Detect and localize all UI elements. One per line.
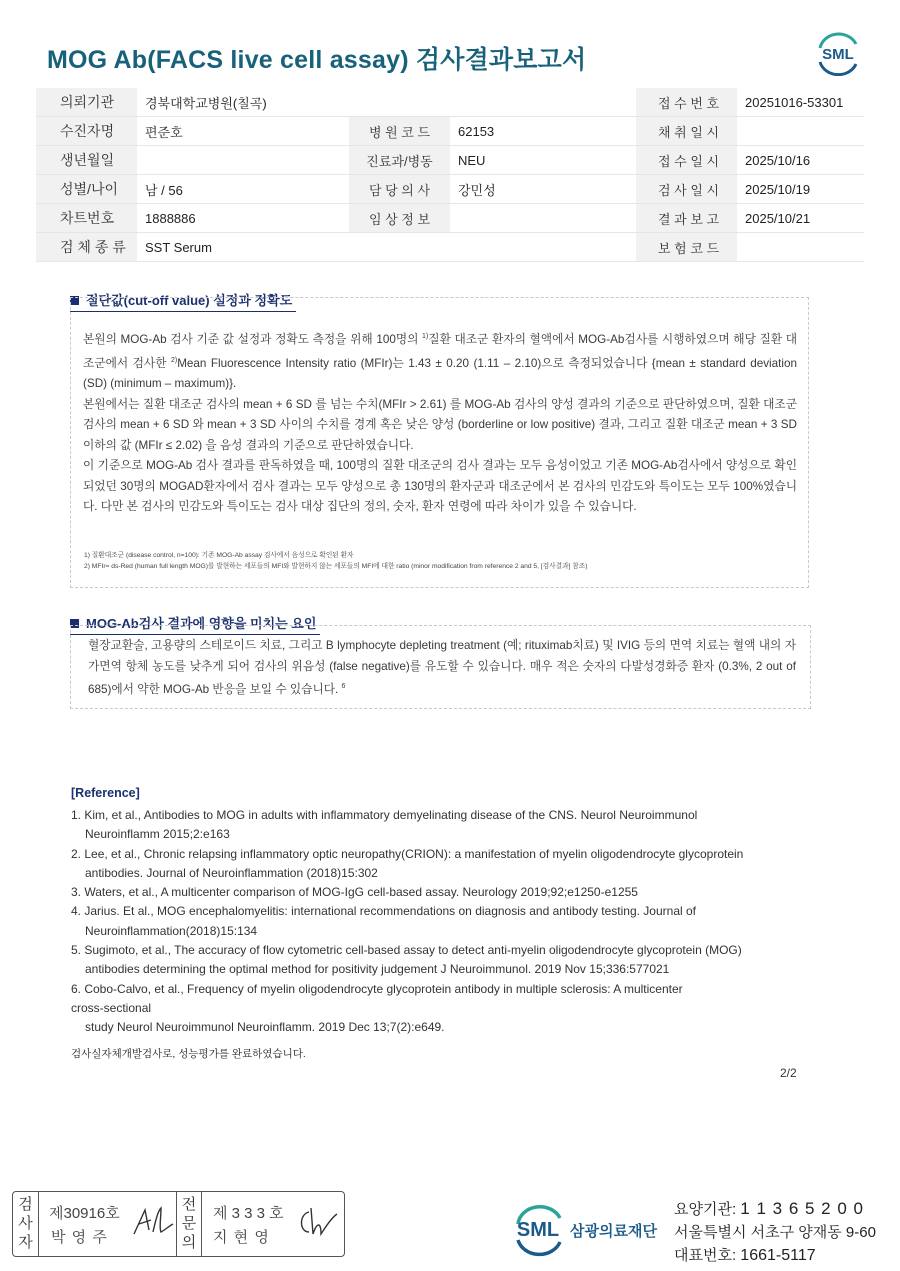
value-department: NEU xyxy=(450,146,636,175)
label-hospital-code: 병 원 코 드 xyxy=(349,117,450,146)
label-receipt-date: 접 수 일 시 xyxy=(636,146,737,175)
reference-item-6-cont: cross-sectional xyxy=(71,1000,152,1015)
footnote-2: 2) MFIr= ds-Red (human full length MOG)를 발현하는 세포들의 MFI와 발현하지 않는 세포들의 MFI에 대한 ratio (minor modification from reference 2 and 5, [검사결과] 참조) xyxy=(84,563,588,570)
report-title: MOG Ab(FACS live cell assay) 검사결과보고서 xyxy=(47,46,587,74)
label-requesting-institution: 의뢰기관 xyxy=(36,88,137,117)
label-clinical-info: 임 상 정 보 xyxy=(349,204,450,233)
reference-marker: 6 xyxy=(341,683,346,690)
reference-title: [Reference] xyxy=(71,786,140,800)
section-heading-factors-text: MOG-Ab검사 결과에 영향을 미치는 요인 xyxy=(86,616,317,631)
value-clinical-info xyxy=(450,204,636,233)
value-physician: 강민성 xyxy=(450,175,636,204)
footnote-1: 1) 질환대조군 (disease control, n=100): 기존 MOG-Ab assay 검사에서 음성으로 확인된 환자 xyxy=(84,552,354,559)
cutoff-body xyxy=(83,327,797,518)
label-collection-date: 채 취 일 시 xyxy=(636,117,737,146)
factors-paragraph: 혈장교환술, 고용량의 스테로이드 치료, 그리고 B lymphocyte depleting treatment (예; rituximab치료) 및 IVIG 등의 면역 치료는 혈액 내의 자가면역 항체 농도를 낮추게 되어 검사의 위음성 (false negative)를 유도할 수 있습니다. 매우 적은 숫자의 다발성경화증 환자 (0.3%, 2 out of 685)에서 약한 MOG-Ab 반응을 보일 수 있습니다. xyxy=(88,639,796,696)
cutoff-paragraph-1: 본원의 MOG-Ab 검사 기준 값 설정과 정확도 측정을 위해 100명의 $^{1)}$질환 대조군 환자의 혈액에서 MOG-Ab검사를 시행하였으며 해당 질환 대조군에서 검사한 $^{2)}$Mean Fluorescence Intensity ratio (MFIr)는 1.43 ± 0.20 (1.11 – 2.10)으로 측정되었습니다 {mean ± standard deviation (SD) (minimum – maximum)}. xyxy=(83,333,797,390)
value-receipt-number: 20251016-53301 xyxy=(737,88,864,117)
specialist-signature-icon xyxy=(295,1204,339,1240)
factors-body xyxy=(88,636,796,701)
reference-item-6: 6. Cobo-Calvo, et al., Frequency of myelin oligodendrocyte glycoprotein antibody in multiple sclerosis: A multicenter xyxy=(71,981,683,996)
value-chart-number: 1888886 xyxy=(137,204,349,233)
table-row xyxy=(36,175,864,204)
value-report-date: 2025/10/21 xyxy=(737,204,864,233)
reference-item-5-cont: antibodies determining the optimal method for positivity judgement J Neuroimmunol. 2019 Nov 15;336:577021 xyxy=(85,962,670,977)
examiner-license-number: 제30916호 xyxy=(49,1205,120,1222)
label-insurance-code: 보 험 코 드 xyxy=(636,233,737,262)
reference-item-4: 4. Jarius. Et al., MOG encephalomyelitis: international recommendations on diagnosis and antibody testing. Journal of xyxy=(71,904,697,919)
signature-box xyxy=(12,1191,345,1257)
label-department: 진료과/병동 xyxy=(349,146,450,175)
label-chart-number: 차트번호 xyxy=(36,204,137,233)
reference-item-2: 2. Lee, et al., Chronic relapsing inflammatory optic neuropathy(CRION): a manifestation of myelin oligodendrocyte glycoprotein xyxy=(71,846,744,861)
label-receipt-number: 접 수 번 호 xyxy=(636,88,737,117)
validation-note: 검사실자체개발검사로, 성능평가를 완료하였습니다. xyxy=(71,1048,306,1060)
table-row xyxy=(36,88,864,117)
reference-item-4-cont: Neuroinflammation(2018)15:134 xyxy=(85,923,258,938)
label-birth-date: 생년월일 xyxy=(36,146,137,175)
value-sex-age: 남 / 56 xyxy=(137,175,349,204)
sml-logo-text: SML xyxy=(822,46,854,63)
cutoff-paragraph-2: 본원에서는 질환 대조군 검사의 mean + 6 SD 를 넘는 수치(MFIr > 2.61) 를 MOG-Ab 검사의 양성 결과의 기준으로 판단하였으며, 질환 대조군 검사의 mean + 6 SD 와 mean + 3 SD 사이의 수치를 경계 혹은 낮은 양성 (borderline or low positive) 결과, 그리고 질환 대조군 mean + 3 SD 이하의 값 (MFIr ≤ 2.02) 을 음성 결과의 기준으로 판단하였습니다. xyxy=(83,397,797,452)
examiner-signature-icon xyxy=(131,1204,175,1240)
reference-item-6-cont2: study Neurol Neuroimmunol Neuroinflamm. 2019 Dec 13;7(2):e649. xyxy=(85,1020,445,1035)
value-specimen-type: SST Serum xyxy=(137,233,636,262)
value-hospital-code: 62153 xyxy=(450,117,636,146)
page-number: 2/2 xyxy=(780,1066,797,1080)
value-requesting-institution: 경북대학교병원(칠곡) xyxy=(137,88,636,117)
value-patient-name: 편준호 xyxy=(137,117,349,146)
label-sex-age: 성별/나이 xyxy=(36,175,137,204)
specialist-label: 전 문 의 xyxy=(176,1192,202,1256)
label-test-date: 검 사 일 시 xyxy=(636,175,737,204)
examiner-label: 검 사 자 xyxy=(13,1192,39,1256)
sml-foundation-logo xyxy=(510,1200,568,1258)
organization-address: 서울특별시 서초구 양재동 9-60 xyxy=(674,1224,876,1241)
table-row xyxy=(36,204,864,233)
value-birth-date xyxy=(137,146,349,175)
sml-foundation-logo-text: SML xyxy=(516,1219,560,1241)
table-row xyxy=(36,233,864,262)
table-row xyxy=(36,146,864,175)
reference-list xyxy=(71,806,801,1038)
specialist-name: 지 현 영 xyxy=(213,1229,270,1246)
label-physician: 담 당 의 사 xyxy=(349,175,450,204)
reference-item-1-cont: Neuroinflamm 2015;2:e163 xyxy=(85,827,230,842)
section-heading-cutoff-text: 절단값(cut-off value) 설정과 정확도 xyxy=(86,293,293,308)
label-specimen-type: 검 체 종 류 xyxy=(36,233,137,262)
reference-item-3: 3. Waters, et al., A multicenter comparison of MOG-IgG cell-based assay. Neurology 2019;92;e1250-e1255 xyxy=(71,885,638,900)
sml-logo xyxy=(812,30,864,76)
table-row xyxy=(36,117,864,146)
specialist-license-number: 제 3 3 3 호 xyxy=(213,1205,284,1222)
label-patient-name: 수진자명 xyxy=(36,117,137,146)
reference-item-5: 5. Sugimoto, et al., The accuracy of flow cytometric cell-based assay to detect anti-myelin oligodendrocyte glycoprotein (MOG) xyxy=(71,943,742,958)
institution-code: 요양기관: 1 1 3 6 5 2 0 0 xyxy=(674,1199,864,1218)
examiner-name: 박 영 주 xyxy=(51,1229,108,1246)
reference-item-2-cont: antibodies. Journal of Neuroinflammation (2018)15:302 xyxy=(85,865,378,880)
organization-name: 삼광의료재단 xyxy=(570,1223,657,1240)
value-receipt-date: 2025/10/16 xyxy=(737,146,864,175)
value-collection-date xyxy=(737,117,864,146)
label-report-date: 결 과 보 고 xyxy=(636,204,737,233)
reference-item-1: 1. Kim, et al., Antibodies to MOG in adults with inflammatory demyelinating disease of the CNS. Neurol Neuroimmunol xyxy=(71,808,698,822)
value-insurance-code xyxy=(737,233,864,262)
patient-info-table xyxy=(36,88,864,262)
value-test-date: 2025/10/19 xyxy=(737,175,864,204)
cutoff-paragraph-3: 이 기준으로 MOG-Ab 검사 결과를 판독하였을 때, 100명의 질환 대조군의 검사 결과는 모두 음성이었고 기존 MOG-Ab검사에서 양성으로 확인되었던 30명의 MOGAD환자에서 검사 결과는 모두 양성으로 총 130명의 환자군과 대조군에서 본 검사의 민감도와 특이도는 모두 100%였습니다. 다만 본 검사의 민감도와 특이도는 검사 대상 집단의 정의, 숫자, 환자 연령에 따라 차이가 있을 수 있습니다. xyxy=(83,459,797,513)
phone-number: 대표번호: 1661-5117 xyxy=(674,1247,816,1264)
